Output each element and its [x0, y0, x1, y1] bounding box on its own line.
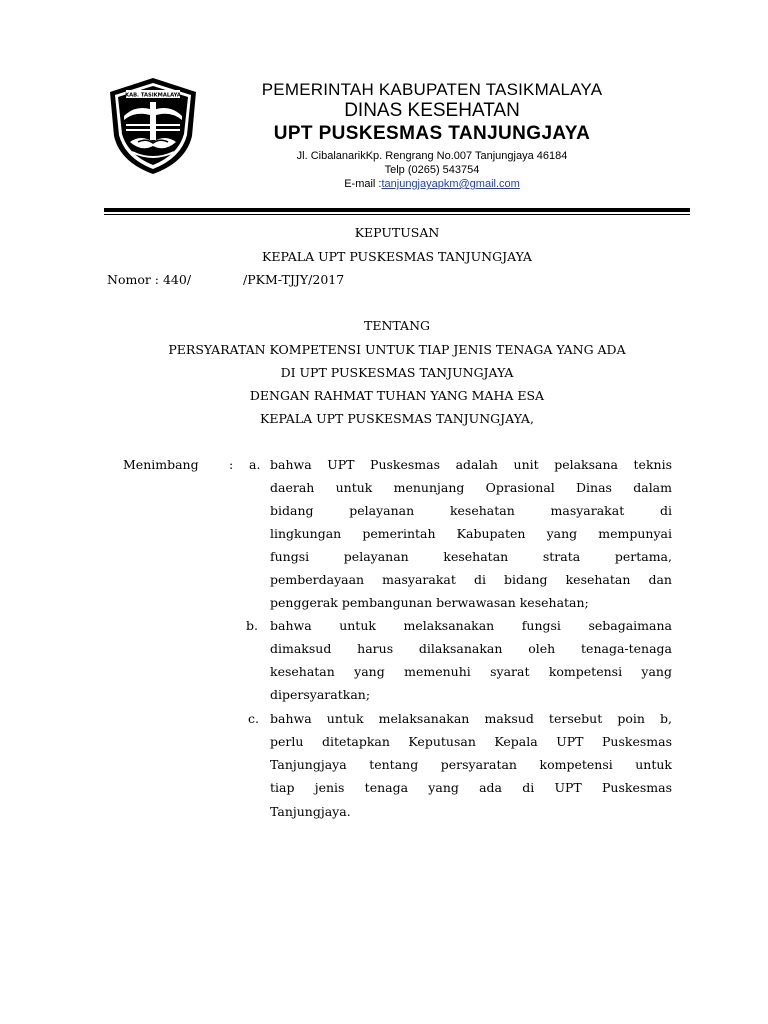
title-line-2: DI UPT PUSKESMAS TANJUNGJAYA [280, 365, 514, 380]
item-a-line: bidang pelayanan kesehatan masyarakat di [270, 503, 672, 518]
item-b-marker: b. [246, 618, 258, 633]
heading-keputusan: KEPUTUSAN [354, 225, 440, 240]
letterhead-rule-thin [104, 214, 690, 215]
email-label: E-mail : [344, 178, 382, 190]
menimbang-colon: : [229, 457, 234, 472]
item-c-line: tiap jenis tenaga yang ada di UPT Puskesmas [270, 780, 672, 795]
nomor-suffix: /PKM-TJJY/2017 [243, 272, 345, 287]
item-a-marker: a. [249, 457, 261, 472]
item-c-line: perlu ditetapkan Keputusan Kepala UPT Puskesmas [270, 734, 672, 749]
heading-tentang: TENTANG [363, 318, 430, 333]
letterhead-address: Jl. CibalanarikKp. Rengrang No.007 Tanjungjaya 46184 [296, 150, 568, 162]
heading-rahmat: DENGAN RAHMAT TUHAN YANG MAHA ESA [249, 388, 545, 403]
heading-kepala: KEPALA UPT PUSKESMAS TANJUNGJAYA [262, 249, 532, 264]
letterhead-unit: UPT PUSKESMAS TANJUNGJAYA [273, 123, 591, 144]
kabupaten-crest-logo [106, 76, 200, 176]
item-c-marker: c. [248, 711, 259, 726]
email-link[interactable]: tanjungjayapkm@gmail.com [381, 178, 520, 190]
title-line-1: PERSYARATAN KOMPETENSI UNTUK TIAP JENIS TENAGA YANG ADA [168, 342, 626, 357]
item-b-line: bahwa untuk melaksanakan fungsi sebagaimana [270, 618, 672, 633]
menimbang-label: Menimbang [123, 457, 199, 472]
item-b-line: dipersyaratkan; [270, 687, 371, 702]
item-a-line: penggerak pembangunan berwawasan kesehatan; [270, 595, 589, 610]
item-a-line: bahwa UPT Puskesmas adalah unit pelaksana teknis [270, 457, 672, 472]
item-c-line: bahwa untuk melaksanakan maksud tersebut poin b, [270, 711, 672, 726]
item-c-line: Tanjungjaya. [270, 804, 351, 819]
heading-kepala-signatory: KEPALA UPT PUSKESMAS TANJUNGJAYA, [260, 411, 534, 426]
item-c-line: Tanjungjaya tentang persyaratan kompetensi untuk [270, 757, 672, 772]
letterhead-phone: Telp (0265) 543754 [384, 164, 480, 176]
crest-text: KAB. TASIKMALAYA [125, 92, 181, 99]
letterhead-rule-thick [104, 208, 690, 212]
item-b-line: kesehatan yang memenuhi syarat kompetensi yang [270, 664, 672, 679]
item-a-line: daerah untuk menunjang Oprasional Dinas dalam [270, 480, 672, 495]
nomor-label: Nomor : 440/ [107, 272, 192, 287]
letterhead-department: DINAS KESEHATAN [344, 100, 520, 121]
letterhead-government: PEMERINTAH KABUPATEN TASIKMALAYA [261, 80, 603, 99]
item-a-line: pemberdayaan masyarakat di bidang kesehatan dan [270, 572, 672, 587]
letterhead-email-line [200, 178, 664, 190]
item-a-line: lingkungan pemerintah Kabupaten yang mempunyai [270, 526, 672, 541]
item-a-line: fungsi pelayanan kesehatan strata pertama, [270, 549, 672, 564]
item-b-line: dimaksud harus dilaksanakan oleh tenaga-tenaga [270, 641, 672, 656]
